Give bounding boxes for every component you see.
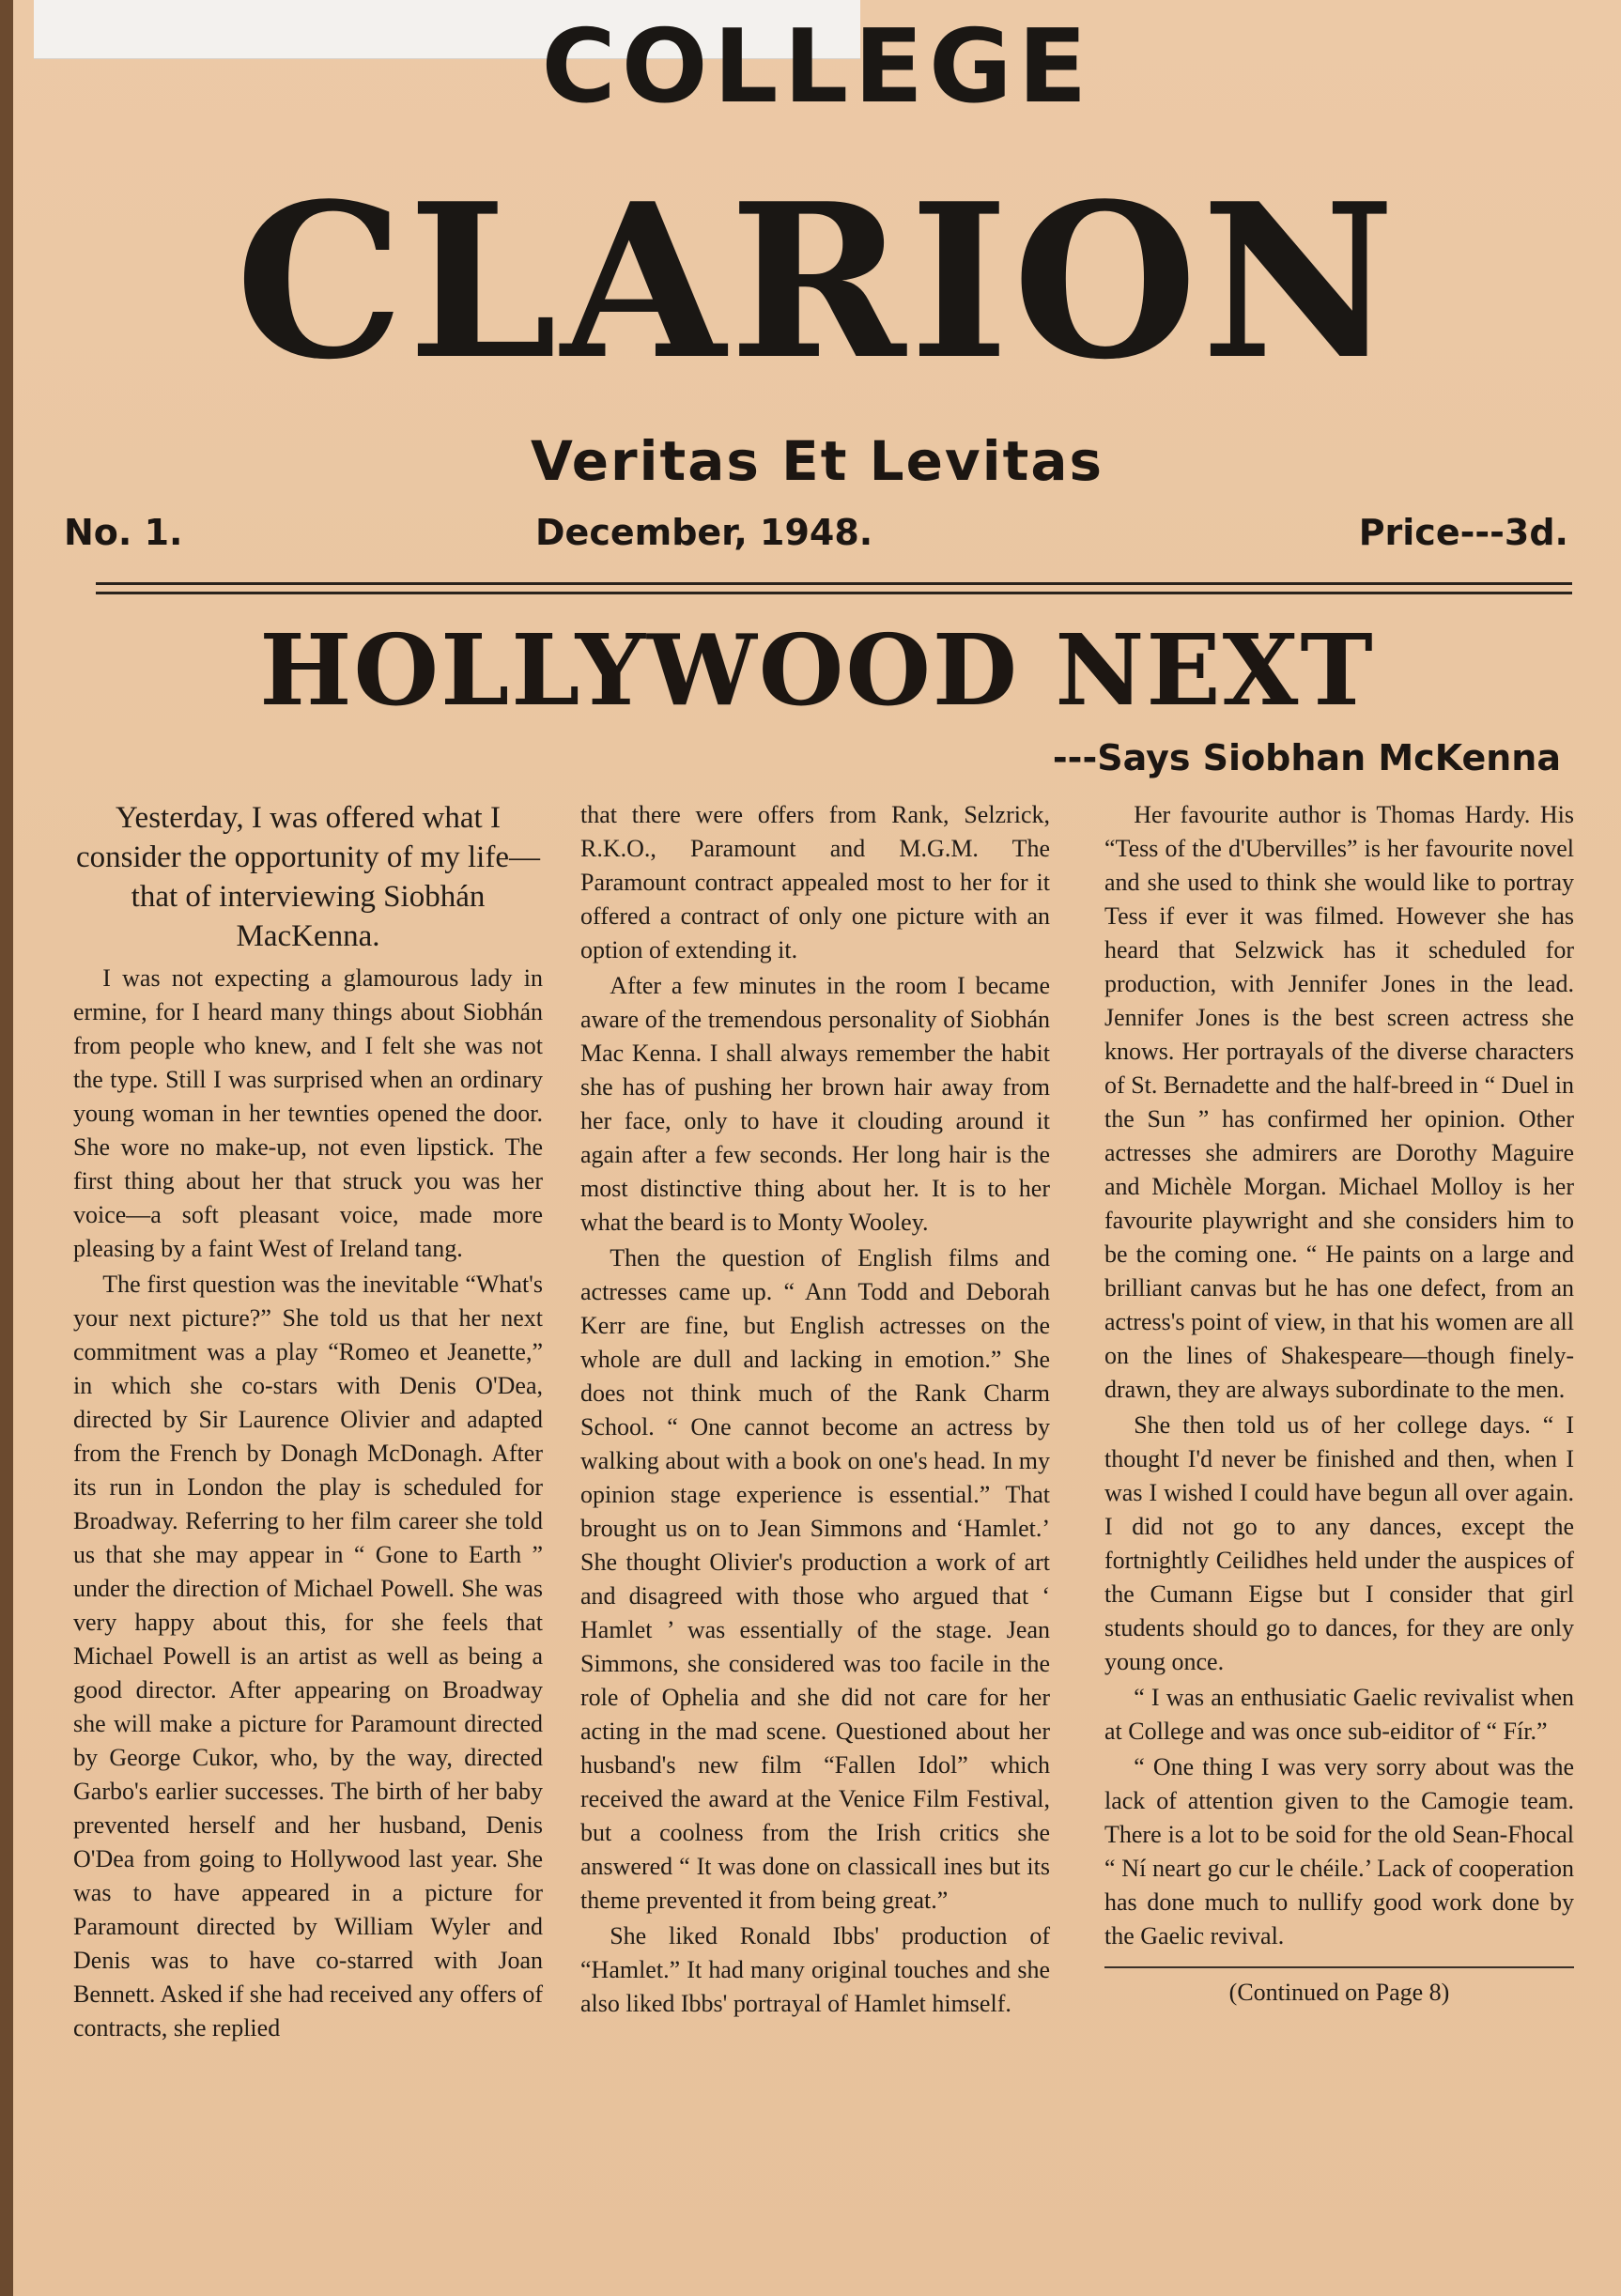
paragraph: that there were offers from Rank, Selzrick, R.K.O., Paramount and M.G.M. The Paramount contract appealed most to her for it offered a contract of only one picture with an option of extending it.	[580, 801, 1050, 963]
paragraph: The first question was the inevitable “What's your next picture?” She told us that her next commitment was a play “Romeo et Jeanette,” in which she co-stars with Denis O'Dea, directed by Sir Laurence Olivier and adapted from the French by Donagh McDonagh. After its run in London the play is scheduled for Broadway. Referring to her film career she told us that she may appear in “ Gone to Earth ” under the direction of Michael Powell. She was very happy about this, for she feels that Michael Powell is an artist as well as being a good director. After appearing on Broadway she will make a picture for Paramount directed by George Cukor, who, by the way, directed Garbo's earlier successes. The birth of her baby prevented herself and her husband, Denis O'Dea from going to Hollywood last year. She was to have appeared in a picture for Paramount directed by William Wyler and Denis was to have co-starred with Joan Bennett. Asked if she had received any offers of contracts, she replied	[73, 1271, 543, 2042]
rule-bottom	[96, 592, 1572, 594]
article-column-1	[73, 798, 543, 2047]
byline: ---Says Siobhan McKenna	[1052, 737, 1561, 778]
issue-date: December, 1948.	[535, 512, 873, 553]
newspaper-page	[13, 0, 1621, 2296]
masthead-college: COLLEGE	[541, 8, 1093, 126]
paragraph: After a few minutes in the room I became aware of the tremendous personality of Siobhán Mac Kenna. I shall always remember the habit she has of pushing her brown hair away from her face, only to have it clouding around it again after a few seconds. Her long hair is the most distinctive thing about her. It is to her what the beard is to Monty Wooley.	[580, 972, 1050, 1236]
paragraph: Her favourite author is Thomas Hardy. His “Tess of the d'Ubervilles” is her favourite novel and she used to think she would like to portray Tess if ever it was filmed. However she has heard that Selzwick has it scheduled for production, with Jennifer Jones in the lead. Jennifer Jones is the best screen actress she knows. Her portrayals of the diverse characters of St. Bernadette and the half-breed in “ Duel in the Sun ” has confirmed her opinion. Other actresses she admirers are Dorothy Maguire and Michèle Morgan. Michael Molloy is her favourite playwright and she considers him to be the coming one. “ He paints on a large and brilliant canvas but he has one defect, from an actress's point of view, in that his women are all on the lines of Shakespeare—though finely-drawn, they are always subordinate to the men.	[1104, 801, 1574, 1403]
paragraph: I was not expecting a glamourous lady in ermine, for I heard many things about Siobhán from people who knew, and I felt she was not the type. Still I was surprised when an ordinary young woman in her tewnties opened the door. She wore no make-up, not even lipstick. The first thing about her that struck you was her voice—a soft pleasant voice, made more pleasing by a faint West of Ireland tang.	[73, 964, 543, 1262]
paragraph: “ One thing I was very sorry about was the lack of attention given to the Camogie team. There is a lot to be soid for the old Sean-Fhocal “ Ní neart go cur le chéile.’ Lack of cooperation has done much to nullify good work done by the Gaelic revival.	[1104, 1753, 1574, 1949]
paragraph: Then the question of English films and actresses came up. “ Ann Todd and Deborah Kerr are fine, but English actresses on the whole are dull and lacking in emotion.” She does not think much of the Rank Charm School. “ One cannot become an actress by walking about with a book on one's head. In my opinion stage experience is essential.” That brought us on to Jean Simmons and ‘Hamlet.’ She thought Olivier's production a work of art and disagreed with those who argued that ‘ Hamlet ’ was essentially of the stage. Jean Simmons, she considered was too facile in the role of Ophelia and she did not care for her acting in the mad scene. Questioned about her husband's new film “Fallen Idol” which received the award at the Venice Film Festival, but a coolness from the Irish critics she answered “ It was done on classicall ines but its theme prevented it from being great.”	[580, 1244, 1050, 1914]
continued-note: (Continued on Page 8)	[1104, 1966, 1574, 2010]
paragraph: She liked Ronald Ibbs' production of “Hamlet.” It had many original touches and she also liked Ibbs' portrayal of Hamlet himself.	[580, 1922, 1050, 2017]
lead-paragraph: Yesterday, I was offered what I consider the opportunity of my life—that of interviewing Siobhán MacKenna.	[76, 801, 540, 953]
masthead-motto: Veritas Et Levitas	[530, 429, 1104, 493]
article-column-2	[580, 798, 1050, 2023]
article-column-3	[1104, 798, 1574, 2010]
paragraph: She then told us of her college days. “ I thought I'd never be finished and then, when I was I wished I could have begun all over again. I did not go to any dances, except the fortnightly Ceilidhes held under the auspices of the Cumann Eigse but I consider that girl students should go to dances, for they are only young once.	[1104, 1411, 1574, 1675]
headline: HOLLYWOOD NEXT	[259, 612, 1375, 728]
issue-number: No. 1.	[64, 512, 183, 553]
issue-price: Price---3d.	[1358, 512, 1568, 553]
rule-top	[96, 582, 1572, 585]
paragraph: “ I was an enthusiatic Gaelic revivalist when at College and was once sub-eiditor of “ Fír.”	[1104, 1684, 1574, 1745]
masthead-clarion: CLARION	[235, 158, 1399, 407]
